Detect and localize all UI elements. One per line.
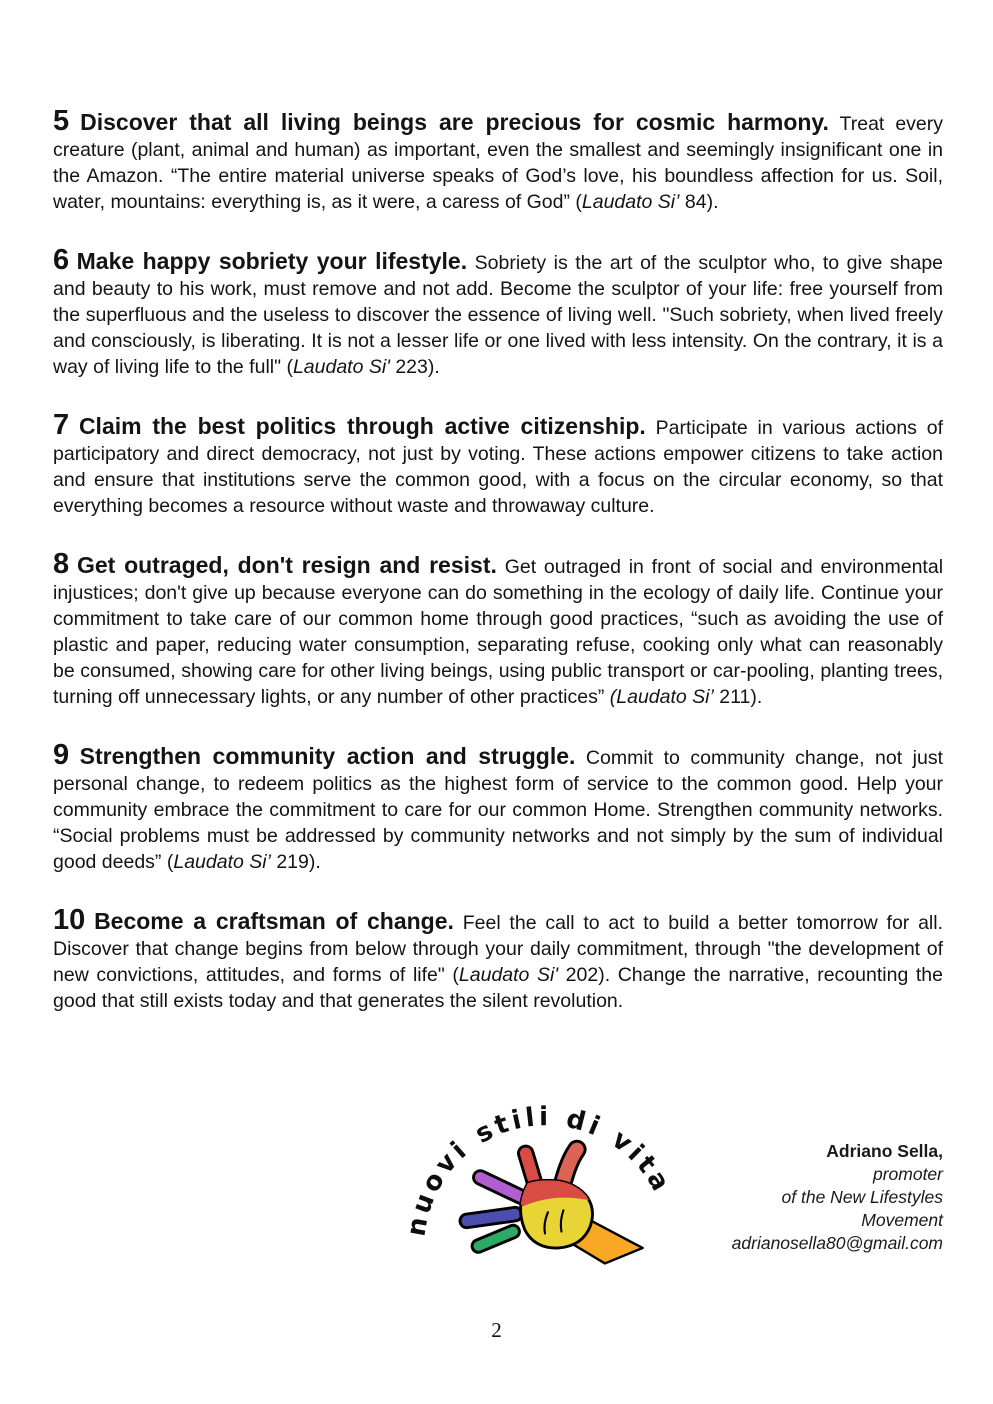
page-content xyxy=(53,105,944,1014)
section-6 xyxy=(53,244,944,380)
section-body-run: Feel the call to act to build a better tomorrow for all. Discover that change begins from below through your daily commitment, through "the development of new convictions, attitudes, and forms of life" ( xyxy=(53,912,944,986)
section-number: 9 xyxy=(53,739,70,771)
section-body-run-italic: Laudato Si' xyxy=(458,964,559,986)
section-body-run-italic: Laudato Si’ xyxy=(581,191,680,213)
section-number: 7 xyxy=(53,409,70,441)
section-body-run: Get outraged in front of social and environmental injustices; don't give up because everyone can do something in the ecology of daily life. Continue your commitment to take care of our common home through good practices, “such as avoiding the use of plastic and paper, reducing water consumption, separating refuse, cooking only what can reasonably be consumed, showing care for other living beings, using public transport or car-pooling, planting trees, turning off unnecessary lights, or any number of other practices” xyxy=(53,556,944,708)
section-body-run: Commit to community change, not just personal change, to redeem politics as the highest form of service to the common good. Help your community embrace the commitment to care for our common Home. Strengthen community networks. “Social problems must be addressed by community networks and not simply by the sum of individual good deeds” ( xyxy=(53,747,944,873)
signature-role-line: promoter xyxy=(872,1164,943,1184)
section-body-run: Treat every creature (plant, animal and human) as important, even the smallest and seemingly insignificant one in the Amazon. “The entire material universe speaks of God’s love, his boundless affection for us. Soil, water, mountains: everything is, as it were, a caress of God” ( xyxy=(53,113,943,213)
section-title: Strengthen community action and struggle. xyxy=(79,743,576,769)
hand-icon xyxy=(467,1149,643,1263)
new-lifestyles-logo xyxy=(400,1104,692,1276)
logo-arc-text: nuovi stili di vita xyxy=(401,1104,678,1239)
section-body-run: Sobriety is the art of the sculptor who, to give shape and beauty to his work, must remove and not add. Become the sculptor of your life: free yourself from the superfluous and the useless to discover the essence of living well. "Such sobriety, when lived freely and consciously, is liberating. It is not a lesser life or one lived with less intensity. On the contrary, it is a way of living life to the full" ( xyxy=(53,252,944,378)
section-body-run: 219). xyxy=(270,851,321,873)
section-7 xyxy=(53,409,943,519)
section-title: Become a craftsman of change. xyxy=(94,908,454,934)
signature-role-line: of the New Lifestyles xyxy=(781,1187,943,1207)
section-number: 5 xyxy=(53,105,70,137)
hand-logo-graphic xyxy=(400,1104,692,1276)
section-body-run-italic: (Laudato Si’ xyxy=(609,686,714,708)
section-body-run: 223). xyxy=(389,356,440,378)
section-number: 10 xyxy=(53,904,86,936)
section-9 xyxy=(53,739,944,875)
section-body-run: Participate in various actions of participatory and direct democracy, not just by voting. These actions empower citizens to take action and ensure that institutions serve the common good, with a focus on the circular economy, so that everything becomes a resource without waste and throwaway culture. xyxy=(53,417,943,517)
section-body-run: 84). xyxy=(679,191,719,213)
signature-name: Adriano Sella, xyxy=(826,1141,943,1161)
section-number: 8 xyxy=(53,548,70,580)
signature-email: adrianosella80@gmail.com xyxy=(731,1233,943,1253)
signature-block xyxy=(732,1140,943,1255)
section-number: 6 xyxy=(53,244,70,276)
section-title: Claim the best politics through active citizenship. xyxy=(78,413,646,439)
section-title: Discover that all living beings are precious for cosmic harmony. xyxy=(80,109,829,135)
page-number: 2 xyxy=(491,1318,502,1342)
section-body-run: 211). xyxy=(713,686,763,708)
section-body-run-italic: Laudato Si' xyxy=(292,356,390,378)
section-body-run-italic: Laudato Si’ xyxy=(173,851,271,873)
section-8 xyxy=(53,548,944,710)
signature-role-line: Movement xyxy=(861,1210,943,1230)
section-5 xyxy=(53,105,943,215)
section-10 xyxy=(53,904,944,1014)
section-body-run: 202). Change the narrative, recounting the good that still exists today and that generates the silent revolution. xyxy=(53,964,943,1012)
section-title: Make happy sobriety your lifestyle. xyxy=(76,248,468,274)
section-title: Get outraged, don't resign and resist. xyxy=(76,552,497,578)
